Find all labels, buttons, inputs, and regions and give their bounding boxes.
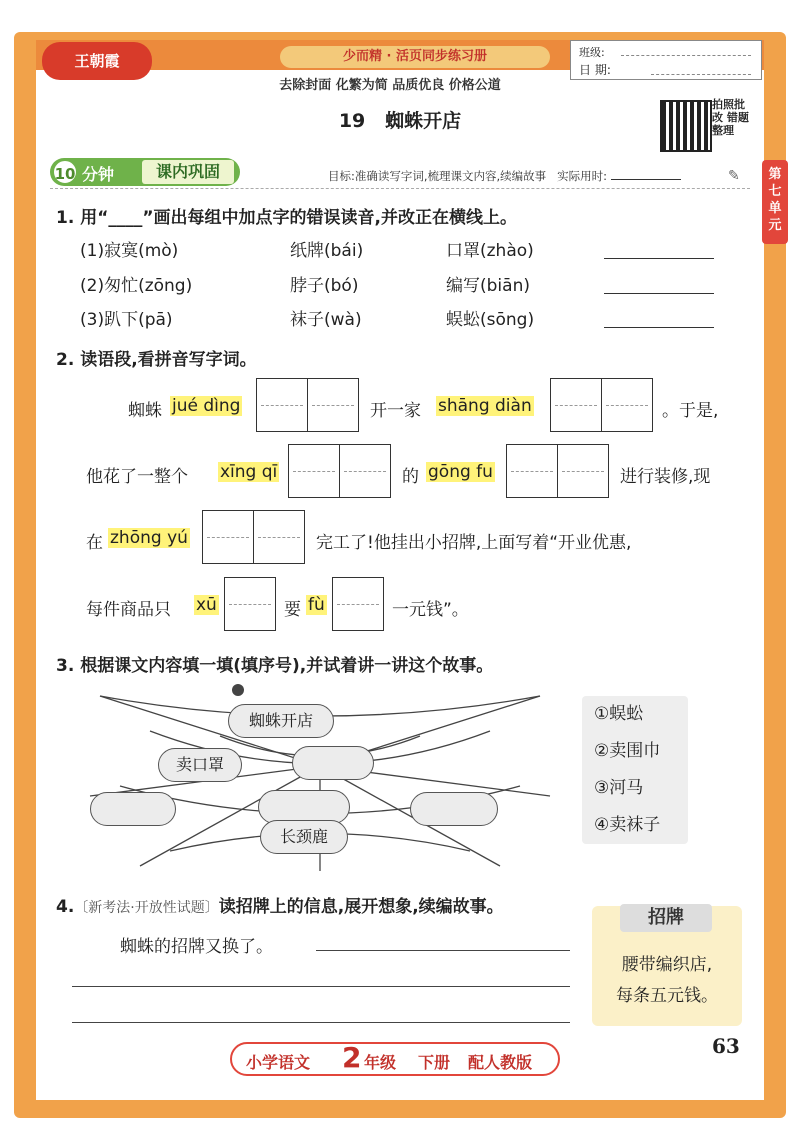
q2-l2-boxes-1[interactable] xyxy=(288,444,391,498)
q1-answer-line-2[interactable] xyxy=(604,293,714,294)
q4-text: 读招牌上的信息,展开想象,续编故事。 xyxy=(218,897,504,917)
q2-prompt: 2. 读语段,看拼音写字词。 xyxy=(56,350,257,370)
lesson-title xyxy=(0,106,800,133)
q2-l4-box-2[interactable] xyxy=(332,577,384,631)
goal-text xyxy=(328,168,681,184)
q2-l4-b: 要 xyxy=(284,600,301,620)
option-1: ①蜈蚣 xyxy=(594,704,644,724)
actual-time-line[interactable] xyxy=(611,179,681,180)
q2-l4-c: 一元钱”。 xyxy=(392,600,469,620)
signboard xyxy=(592,906,742,1026)
q4-writing-line-3[interactable] xyxy=(72,1022,570,1023)
section-name: 课内巩固 xyxy=(142,160,234,184)
q2-l3-a: 在 xyxy=(86,533,103,553)
option-2: ②卖围巾 xyxy=(594,741,661,761)
q4-start: 蜘蛛的招牌又换了。 xyxy=(120,937,273,957)
minutes-unit: 分钟 xyxy=(82,165,115,184)
q1-r3c1: (3)趴下(pā) xyxy=(80,310,173,330)
unit-tab-label: 第七单元 xyxy=(768,167,782,233)
unit-tab xyxy=(762,160,788,244)
q1-r1c2: 纸牌(bái) xyxy=(290,241,364,261)
cloud-sell-mask: 卖口罩 xyxy=(158,748,242,782)
series-title: 少而精 · 活页同步练习册 xyxy=(280,46,550,68)
q1-r2c1: (2)匆忙(zōng) xyxy=(80,276,193,296)
lesson-number: 19 xyxy=(338,110,366,132)
lesson-name: 蜘蛛开店 xyxy=(385,110,462,132)
q2-l2-boxes-2[interactable] xyxy=(506,444,609,498)
goal: 目标:准确读写字词,梳理课文内容,续编故事 xyxy=(328,169,547,183)
signboard-text xyxy=(592,950,742,1012)
footer-subject: 小学语文 xyxy=(246,1053,311,1072)
qr-caption: 拍照批改 错题整理 xyxy=(712,98,749,137)
q2-l3-boxes-1[interactable] xyxy=(202,510,305,564)
date-label: 日 期: xyxy=(579,63,611,77)
class-label: 班级: xyxy=(579,46,605,59)
cloud-blank-3[interactable] xyxy=(258,790,350,824)
q4-number: 4. xyxy=(56,897,75,917)
q2-l1-pinyin-2: shāng diàn xyxy=(438,396,532,416)
actual-time-label: 实际用时: xyxy=(557,169,608,183)
q2-l2-pinyin-2: gōng fu xyxy=(428,462,493,482)
q2-l3-b: 完工了!他挂出小招牌,上面写着“开业优惠, xyxy=(316,533,632,553)
slogan: 去除封面 化繁为简 品质优良 价格公道 xyxy=(279,78,501,93)
footer-grade: 年级 xyxy=(364,1053,397,1072)
option-4: ④卖袜子 xyxy=(594,815,661,835)
section-badge xyxy=(50,158,240,186)
cloud-blank-4[interactable] xyxy=(410,792,498,826)
spider-icon xyxy=(232,684,244,696)
minutes-number: 10 xyxy=(52,159,78,185)
q2-l4-a: 每件商品只 xyxy=(86,600,171,620)
q1-r2c3: 编写(biān) xyxy=(446,276,530,296)
q2-l2-pinyin-1: xīng qī xyxy=(220,462,278,482)
q2-l2-c: 进行装修,现 xyxy=(620,467,711,487)
brand-logo: 王朝霞 xyxy=(42,42,152,80)
q2-l1-a: 蜘蛛 xyxy=(128,401,162,421)
q2-l4-pinyin-2: fù xyxy=(308,595,325,615)
footer-grade-number: 2 xyxy=(342,1041,362,1074)
cloud-spider-shop: 蜘蛛开店 xyxy=(228,704,334,738)
q2-l2-b: 的 xyxy=(402,467,419,487)
cloud-blank-1[interactable] xyxy=(292,746,374,780)
signboard-line-1: 腰带编织店, xyxy=(621,955,713,975)
page-number: 63 xyxy=(712,1034,740,1058)
cloud-blank-2[interactable] xyxy=(90,792,176,826)
q1-answer-line-3[interactable] xyxy=(604,327,714,328)
pencil-icon: ✎ xyxy=(728,168,740,184)
q4-writing-line-2[interactable] xyxy=(72,986,570,987)
q2-l2-a: 他花了一整个 xyxy=(86,467,188,487)
q2-l1-b: 开一家 xyxy=(370,401,421,421)
date-line xyxy=(651,74,751,75)
q2-l4-box-1[interactable] xyxy=(224,577,276,631)
q1-r3c3: 蜈蚣(sōng) xyxy=(446,310,535,330)
footer-edition: 配人教版 xyxy=(468,1053,533,1072)
footer-pill xyxy=(230,1042,560,1076)
option-box xyxy=(582,696,688,844)
q1-r2c2: 脖子(bó) xyxy=(290,276,359,296)
q4-writing-line-1[interactable] xyxy=(316,950,570,951)
q1-prompt: 1. 用“____”画出每组中加点字的错误读音,并改正在横线上。 xyxy=(56,208,518,228)
signboard-title: 招牌 xyxy=(620,904,712,932)
q1-answer-line-1[interactable] xyxy=(604,258,714,259)
q1-r1c1: (1)寂寞(mò) xyxy=(80,241,179,261)
date-box xyxy=(570,40,762,80)
signboard-line-2: 每条五元钱。 xyxy=(616,986,718,1006)
q2-l3-pinyin-1: zhōng yú xyxy=(110,528,188,548)
q2-l1-boxes-2[interactable] xyxy=(550,378,653,432)
q2-l1-c: 。于是, xyxy=(662,401,719,421)
option-3: ③河马 xyxy=(594,778,644,798)
q2-l1-pinyin-1: jué dìng xyxy=(172,396,241,416)
q4-prompt xyxy=(56,892,504,917)
footer-volume: 下册 xyxy=(418,1053,451,1072)
q2-l4-pinyin-1: xū xyxy=(196,595,217,615)
q2-l1-boxes-1[interactable] xyxy=(256,378,359,432)
q1-r3c2: 袜子(wà) xyxy=(290,310,362,330)
q1-r1c3: 口罩(zhào) xyxy=(446,241,534,261)
cloud-giraffe: 长颈鹿 xyxy=(260,820,348,854)
class-line xyxy=(621,55,751,56)
divider xyxy=(50,188,750,189)
q4-tag: 〔新考法·开放性试题〕 xyxy=(74,900,219,916)
q3-prompt: 3. 根据课文内容填一填(填序号),并试着讲一讲这个故事。 xyxy=(56,656,494,676)
